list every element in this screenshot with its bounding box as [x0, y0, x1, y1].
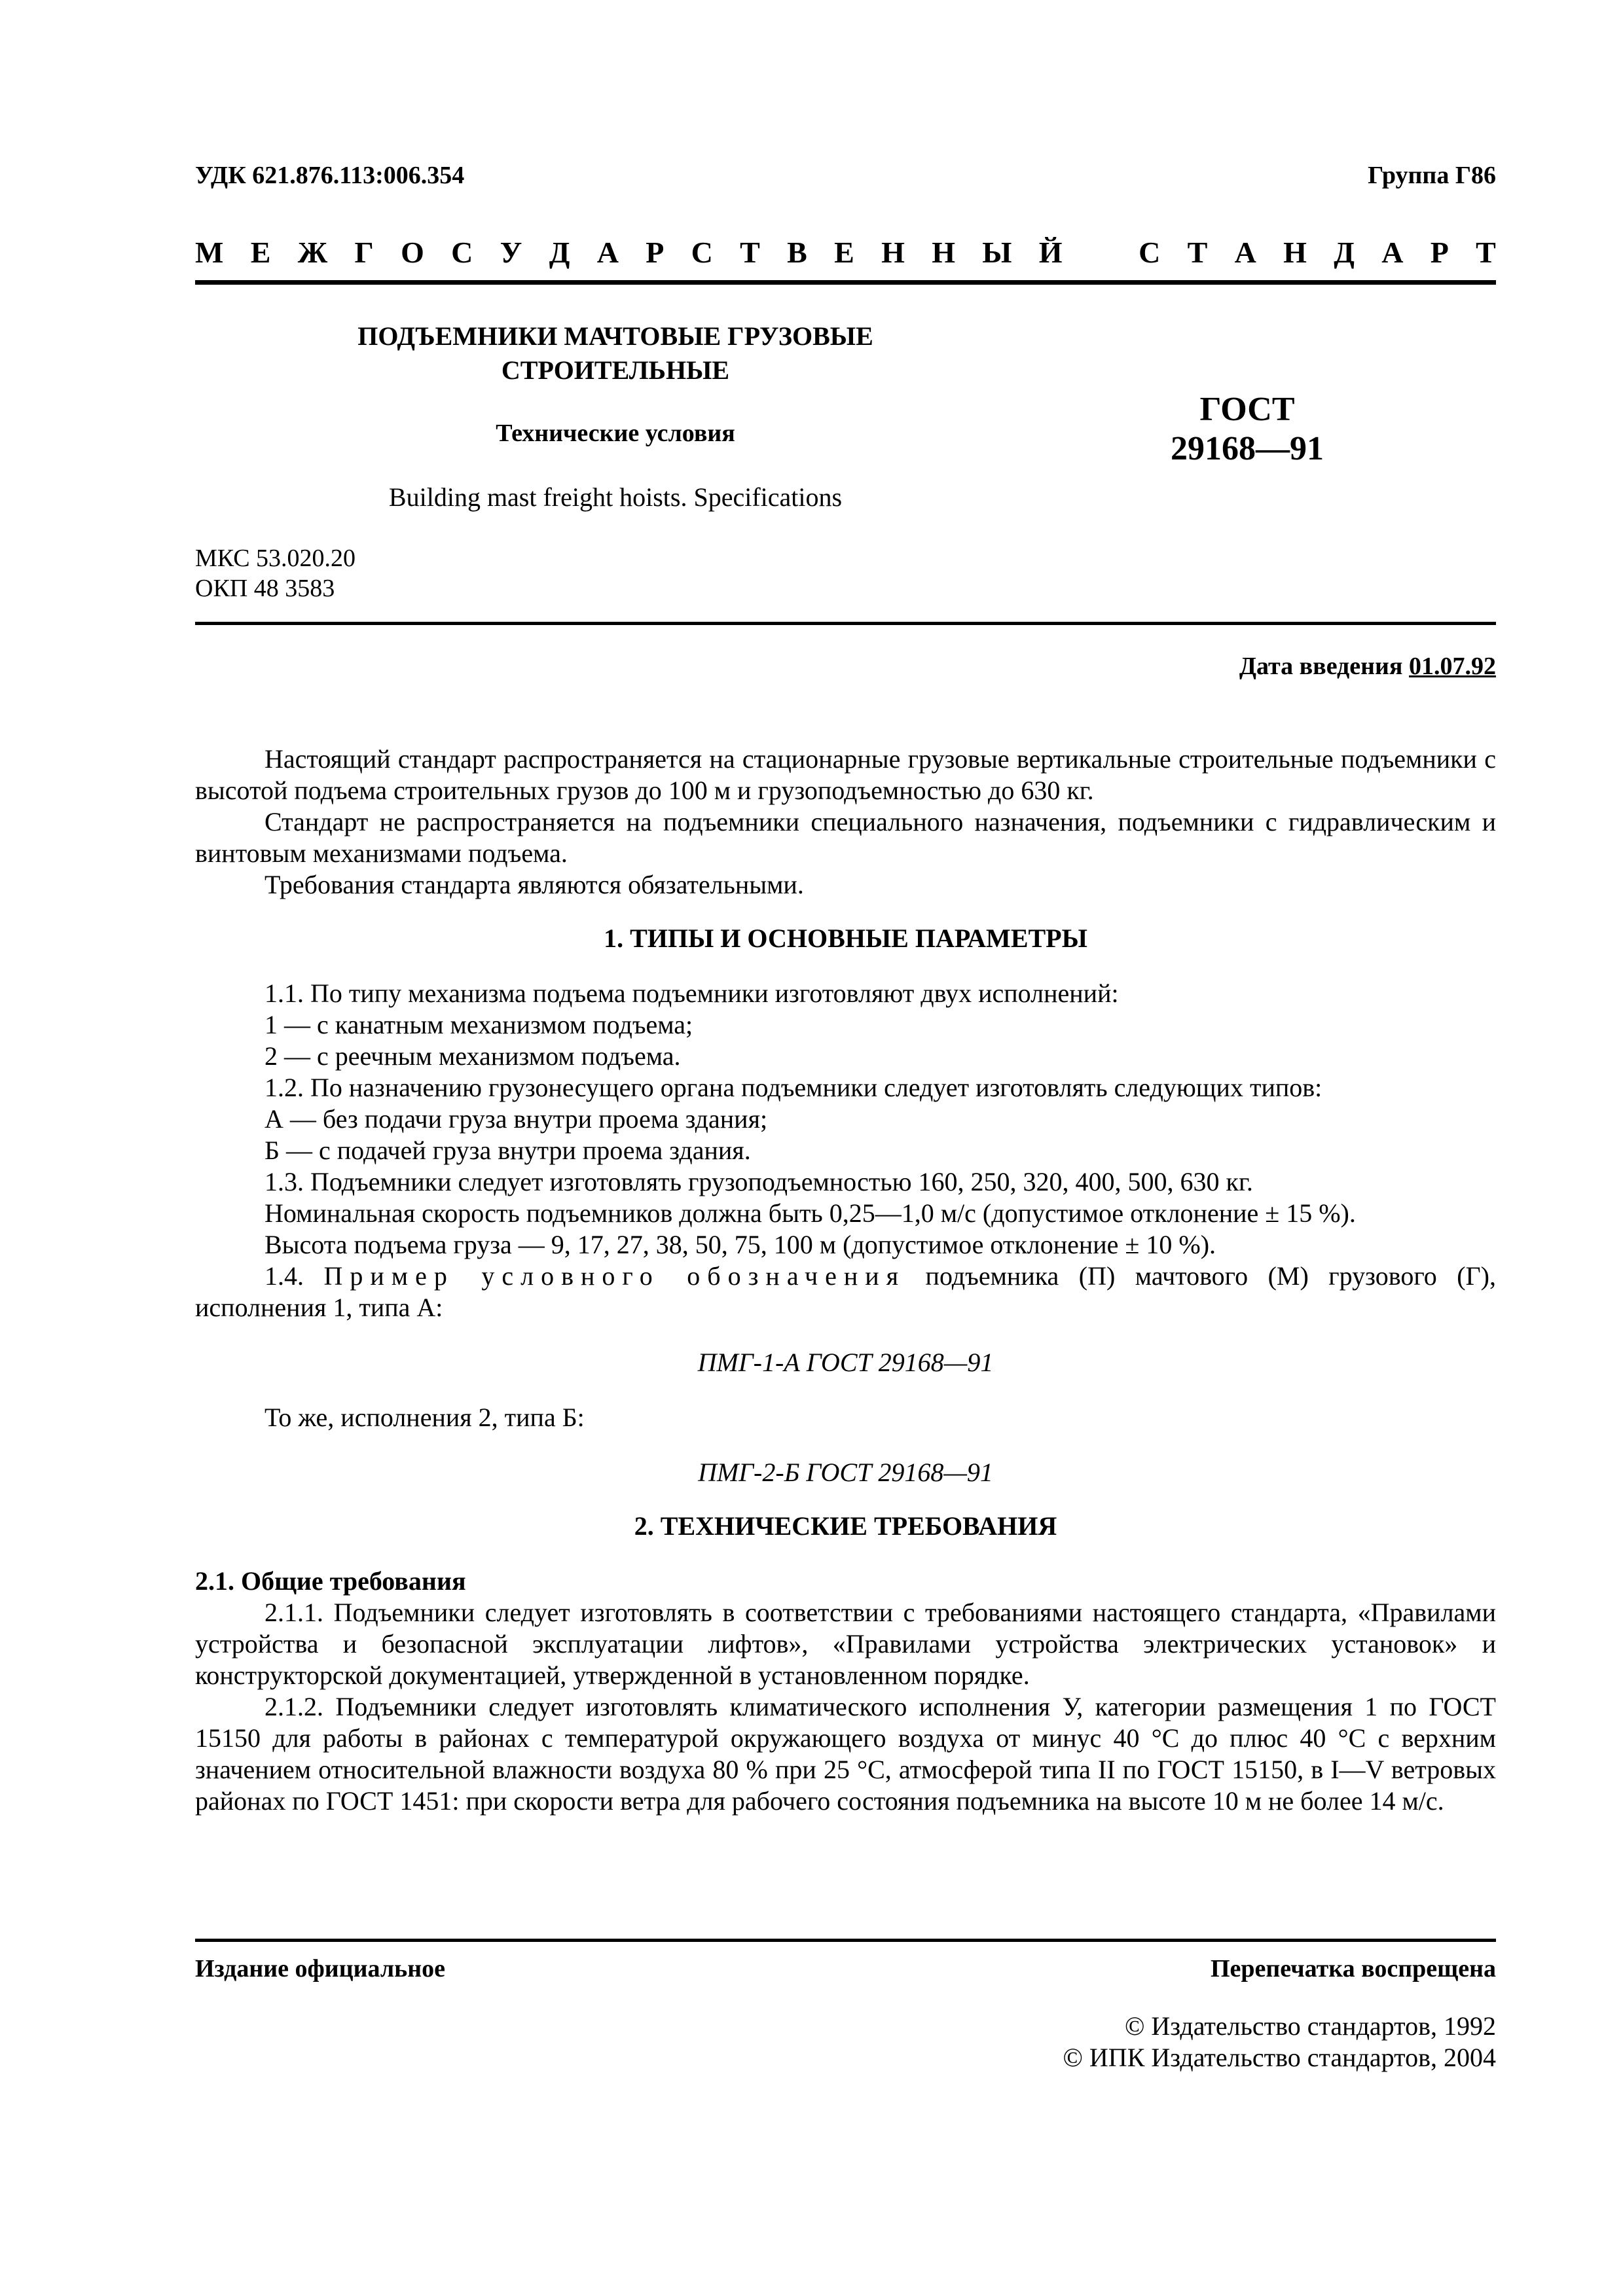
title-block [275, 319, 956, 387]
english-title: Building mast freight hoists. Specifications [388, 482, 843, 512]
clause-1-4 [195, 1261, 1496, 1323]
banner-letter: С [1139, 236, 1161, 269]
section-2-heading: 2. ТЕХНИЧЕСКИЕ ТРЕБОВАНИЯ [634, 1511, 1057, 1541]
clause-2-1-1: 2.1.1. Подъемники следует изготовлять в соответствии с требованиями настоящего стандарта, «Правилами устройства и безопасной эксплуатации лифтов», «Правилами устройства электрических установок» и конструкторской документацией, утвержденной в установленном порядке. [195, 1598, 1496, 1690]
banner-letter: Н [1283, 236, 1307, 269]
clause-1-4-spaced-term: Пример условного обозначения [323, 1261, 906, 1291]
banner-letter: Й [1038, 236, 1063, 269]
designation-example-1: ПМГ-1-А ГОСТ 29168—91 [697, 1348, 994, 1377]
banner-letter: Т [1476, 236, 1496, 269]
banner-letter: Т [740, 236, 760, 269]
banner-letter: Е [834, 236, 854, 269]
banner-letter: Н [881, 236, 905, 269]
banner-letter: Ж [297, 236, 328, 269]
clause-1-1-item-1: 1 — с канатным механизмом подъема; [264, 1010, 693, 1039]
clause-1-3: 1.3. Подъемники следует изготовлять грузоподъемностью 160, 250, 320, 400, 500, 630 кг. [264, 1167, 1253, 1196]
banner-letter: Д [1334, 236, 1355, 269]
banner-word-gap [1089, 233, 1112, 272]
banner-letter: Д [549, 236, 570, 269]
clause-1-2-item-a: А — без подачи груза внутри проема здания; [264, 1104, 768, 1134]
banner-letter: М [195, 236, 224, 269]
banner-letter: Г [354, 236, 374, 269]
banner-letter: У [500, 236, 522, 269]
clause-1-3-height: Высота подъема груза — 9, 17, 27, 38, 50, 75, 100 м (допустимое отклонение ± 10 %). [264, 1230, 1216, 1259]
document-body [195, 744, 1496, 1817]
udk-code: УДК 621.876.113:006.354 [195, 162, 465, 189]
copyright-2004: © ИПК Издательство стандартов, 2004 [1063, 2043, 1496, 2072]
clause-1-2-item-b: Б — с подачей груза внутри проема здания. [264, 1136, 751, 1165]
gost-code: 29168—91 [1171, 430, 1324, 467]
banner-letter: Н [932, 236, 955, 269]
title-line-1: ПОДЪЕМНИКИ МАЧТОВЫЕ ГРУЗОВЫЕ [357, 321, 873, 351]
clause-1-4-number: 1.4. [264, 1261, 324, 1291]
subsection-2-1-heading: 2.1. Общие требования [195, 1566, 466, 1596]
gost-label: ГОСТ [1199, 391, 1295, 428]
gost-number [1152, 390, 1342, 469]
subtitle: Технические условия [496, 420, 735, 447]
banner-letter: Т [1187, 236, 1208, 269]
banner-letter: А [1234, 236, 1256, 269]
codes-rule [195, 622, 1496, 625]
banner-letter: С [691, 236, 713, 269]
banner-letter: Е [250, 236, 271, 269]
clause-1-2: 1.2. По назначению грузонесущего органа подъемники следует изготовлять следующих типов: [264, 1073, 1322, 1102]
footer-rule [195, 1939, 1496, 1942]
copyright-block [1063, 2011, 1496, 2073]
banner-letter: Р [646, 236, 665, 269]
clause-1-3-speed: Номинальная скорость подъемников должна быть 0,25—1,0 м/с (допустимое отклонение ± 15 %). [264, 1198, 1356, 1228]
intro-paragraph-3: Требования стандарта являются обязательными. [264, 870, 804, 899]
banner-letter: А [596, 236, 619, 269]
designation-example-2: ПМГ-2-Б ГОСТ 29168—91 [698, 1458, 993, 1487]
official-edition: Издание официальное [195, 1955, 446, 1982]
reprint-prohibited: Перепечатка воспрещена [1210, 1955, 1496, 1982]
intro-paragraph-2: Стандарт не распространяется на подъемники специального назначения, подъемники с гидравлическим и винтовым механизмами подъема. [195, 807, 1496, 868]
date-label: Дата введения [1239, 653, 1409, 680]
header-rule [195, 280, 1496, 285]
section-1-heading: 1. ТИПЫ И ОСНОВНЫЕ ПАРАМЕТРЫ [604, 924, 1087, 953]
interstate-standard-banner [195, 233, 1496, 272]
banner-letter: О [401, 236, 424, 269]
mks-code: МКС 53.020.20 [195, 545, 356, 572]
introduction-date [1239, 652, 1496, 681]
classification-codes [195, 543, 356, 603]
intro-paragraph-1: Настоящий стандарт распространяется на стационарные грузовые вертикальные строительные подъемники с высотой подъема строительных грузов до 100 м и грузоподъемностью до 630 кг. [195, 744, 1496, 805]
copyright-1992: © Издательство стандартов, 1992 [1124, 2011, 1496, 2041]
banner-letter: В [787, 236, 807, 269]
okp-code: ОКП 48 3583 [195, 575, 335, 602]
banner-letter: Ы [982, 236, 1012, 269]
same-type-note: То же, исполнения 2, типа Б: [264, 1403, 585, 1432]
banner-letter: С [451, 236, 473, 269]
banner-letter: А [1381, 236, 1404, 269]
clause-1-1: 1.1. По типу механизма подъема подъемники изготовляют двух исполнений: [264, 978, 1119, 1008]
title-line-2: СТРОИТЕЛЬНЫЕ [501, 355, 730, 385]
clause-2-1-2: 2.1.2. Подъемники следует изготовлять климатического исполнения У, категории размещения 1 по ГОСТ 15150 для работы в районах с температурой окружающего воздуха от минус 40 °С до плюс 40 °С с верхним значением относительной влажности воздуха 80 % при 25 °С, атмосферой типа II по ГОСТ 15150, в I—V ветровых районах по ГОСТ 1451: при скорости ветра для рабочего состояния подъемника на высоте 10 м не более 14 м/с. [195, 1692, 1496, 1816]
clause-1-1-item-2: 2 — с реечным механизмом подъема. [264, 1041, 681, 1071]
date-value: 01.07.92 [1409, 653, 1496, 680]
banner-letter: Р [1430, 236, 1449, 269]
group-code: Группа Г86 [1368, 162, 1496, 189]
clause-1-4-text: подъемника (П) мачтового (М) грузового (Г), исполнения 1, типа А: [195, 1261, 1497, 1322]
